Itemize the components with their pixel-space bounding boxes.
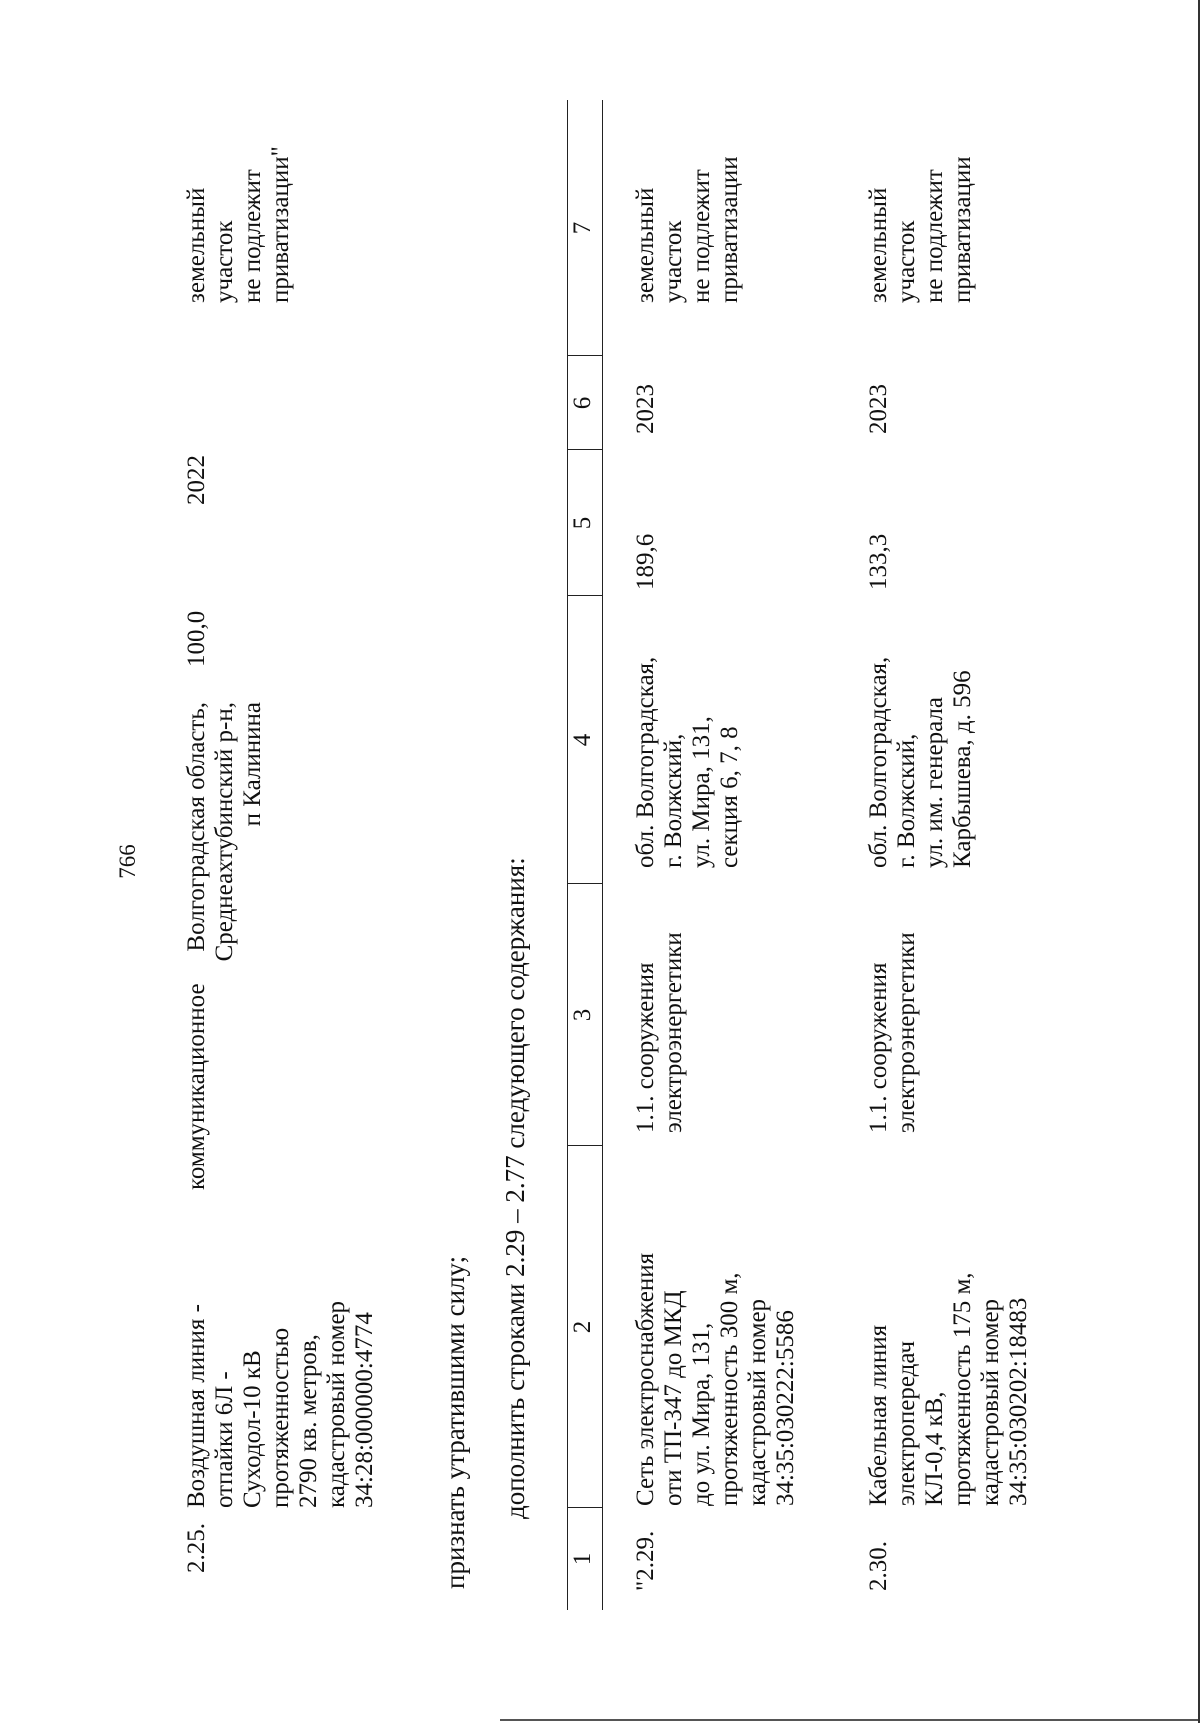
row-value: 189,6	[632, 533, 659, 590]
prev-row-number: 2.25.	[183, 1523, 210, 1573]
text-line: п Калинина	[239, 702, 266, 827]
row-address	[865, 657, 977, 868]
text-line: Воздушная линия -	[183, 1304, 210, 1508]
prev-row-address	[183, 702, 267, 1023]
text-line: ул. Мира, 131,	[688, 716, 715, 868]
column-header-5: 5	[569, 516, 596, 530]
text-line: обл. Волгоградская,	[865, 656, 892, 868]
text-line: электроэнергетики	[660, 932, 687, 1133]
text-line: Волгоградская область,	[183, 702, 210, 952]
text-line: приватизации"	[267, 146, 294, 303]
text-line: Сеть электроснабжения	[632, 1252, 659, 1506]
column-header-6: 6	[569, 396, 596, 410]
prev-row-name	[183, 1301, 379, 1508]
table-header-rule	[602, 100, 603, 1610]
text-line: оти ТП-347 до МКД	[660, 1290, 687, 1506]
text-line: земельный	[632, 187, 659, 303]
text-line: участок	[211, 220, 238, 303]
row-note	[632, 156, 744, 303]
column-header-7: 7	[569, 221, 596, 235]
text-line: 1.1. сооружения	[865, 962, 892, 1133]
text-line: приватизации	[949, 156, 976, 303]
text-line: кадастровый номер	[323, 1300, 350, 1508]
row-value: 133,3	[865, 533, 892, 590]
text-line: г. Волжский,	[893, 733, 920, 868]
text-line: 34:35:030222:5586	[772, 1310, 799, 1506]
column-header-2: 2	[569, 1320, 596, 1334]
row-address	[632, 657, 744, 868]
text-line: не подлежит	[921, 169, 948, 303]
page-number: 766	[115, 844, 140, 879]
text-line: обл. Волгоградская,	[632, 656, 659, 868]
text-line: не подлежит	[688, 169, 715, 303]
text-line: 34:28:000000:4774	[351, 1312, 378, 1508]
text-line: Кабельная линия	[865, 1324, 892, 1506]
row-year: 2023	[865, 384, 892, 434]
instruction-repeal: признать утратившими силу;	[440, 1255, 470, 1589]
table-top-rule	[567, 100, 568, 1610]
text-line: отпайки 6Л -	[211, 1371, 238, 1508]
row-year: 2023	[632, 384, 659, 434]
text-line: Карбышева, д. 596	[949, 670, 976, 868]
column-header-1: 1	[569, 1552, 596, 1566]
text-line: Суходол-10 кВ	[239, 1350, 266, 1508]
column-header-3: 3	[569, 1008, 596, 1022]
prev-row-value: 100,0	[183, 610, 210, 667]
text-line: до ул. Мира, 131,	[688, 1322, 715, 1506]
row-type	[865, 932, 921, 1133]
row-number: 2.30.	[865, 1541, 892, 1591]
prev-row-note	[183, 146, 295, 303]
text-line: не подлежит	[239, 169, 266, 303]
row-name	[865, 1272, 1033, 1506]
text-line: электроэнергетики	[893, 932, 920, 1133]
text-line: протяженность 300 м,	[716, 1272, 743, 1506]
text-line: земельный	[183, 187, 210, 303]
text-line: ул. им. генерала	[921, 697, 948, 868]
text-line: 1.1. сооружения	[632, 962, 659, 1133]
text-line: 2790 кв. метров,	[295, 1334, 322, 1508]
text-line: г. Волжский,	[660, 733, 687, 868]
text-line: КЛ-0,4 кВ,	[921, 1391, 948, 1506]
text-line: приватизации	[716, 156, 743, 303]
row-note	[865, 156, 977, 303]
text-line: кадастровый номер	[744, 1298, 771, 1506]
text-line: земельный	[865, 187, 892, 303]
instruction-supplement: дополнить строками 2.29 – 2.77 следующего содержания:	[500, 857, 530, 1519]
prev-row-year: 2022	[183, 455, 210, 505]
text-line: 34:35:030202:18483	[1005, 1297, 1032, 1506]
prev-row-type: коммуникационное	[183, 983, 210, 1190]
text-line: Среднеахтубинский р-н,	[211, 702, 238, 962]
text-line: участок	[660, 220, 687, 303]
row-type	[632, 932, 688, 1133]
text-line: кадастровый номер	[977, 1298, 1004, 1506]
text-line: секция 6, 7, 8	[716, 726, 743, 868]
text-line: участок	[893, 220, 920, 303]
text-line: протяженность 175 м,	[949, 1272, 976, 1506]
text-line: протяженностью	[267, 1327, 294, 1508]
text-line: электропередач	[893, 1340, 920, 1506]
row-name	[632, 1253, 800, 1506]
column-header-4: 4	[569, 733, 596, 747]
row-number: "2.29.	[632, 1530, 659, 1591]
